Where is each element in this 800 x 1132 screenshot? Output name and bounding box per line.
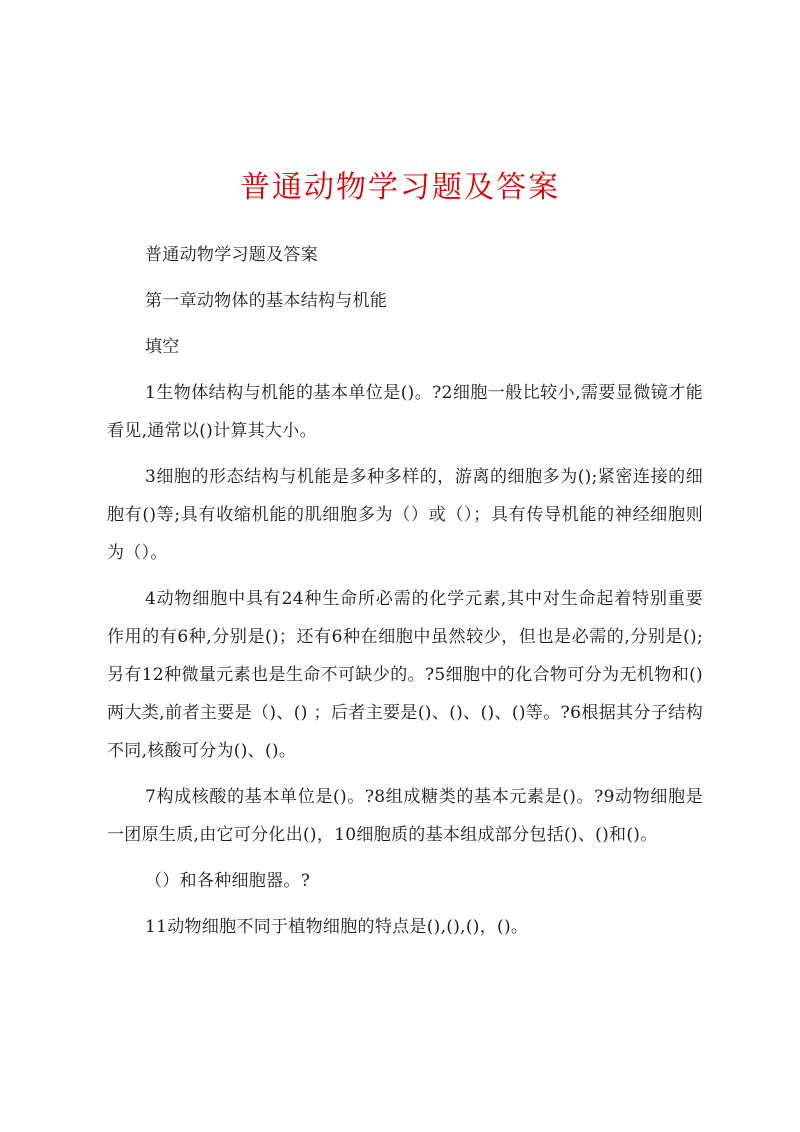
paragraph-question-4-6: 4动物细胞中具有24种生命所必需的化学元素,其中对生命起着特别重要作用的有6种,分别是()；还有6种在细胞中虽然较少，但也是必需的,分别是();另有12种微量元素也是生命不可缺少的。?5细胞中的化合物可分为无机物和() 两大类,前者主要是（)、() ；后者主要是()、()、()、()等。?6根据其分子结构不同,核酸可分为()、()。 — [107, 589, 703, 761]
document-body — [107, 236, 703, 954]
paragraph-question-11: 11动物细胞不同于植物细胞的特点是(),(),()，()。 — [145, 917, 529, 937]
paragraph-heading: 普通动物学习题及答案 — [145, 245, 318, 265]
paragraph-question-3: 3细胞的形态结构与机能是多种多样的，游离的细胞多为();紧密连接的细胞有()等;具有收缩机能的肌细胞多为（）或（）；具有传导机能的神经细胞则为（）。 — [107, 467, 703, 563]
paragraph-question-7-10: 7构成核酸的基本单位是()。?8组成糖类的基本元素是()。?9动物细胞是一团原生质,由它可分化出()，10细胞质的基本组成部分包括()、()和()。 — [107, 787, 703, 845]
paragraph-question-1-2: 1生物体结构与机能的基本单位是()。?2细胞一般比较小,需要显微镜才能看见,通常以()计算其大小。 — [107, 383, 703, 441]
document-title: 普通动物学习题及答案 — [240, 170, 560, 205]
paragraph-section-fill-blank: 填空 — [145, 337, 180, 357]
paragraph-chapter-title: 第一章动物体的基本结构与机能 — [145, 291, 388, 311]
paragraph-continuation: （）和各种细胞器。? — [145, 871, 311, 891]
